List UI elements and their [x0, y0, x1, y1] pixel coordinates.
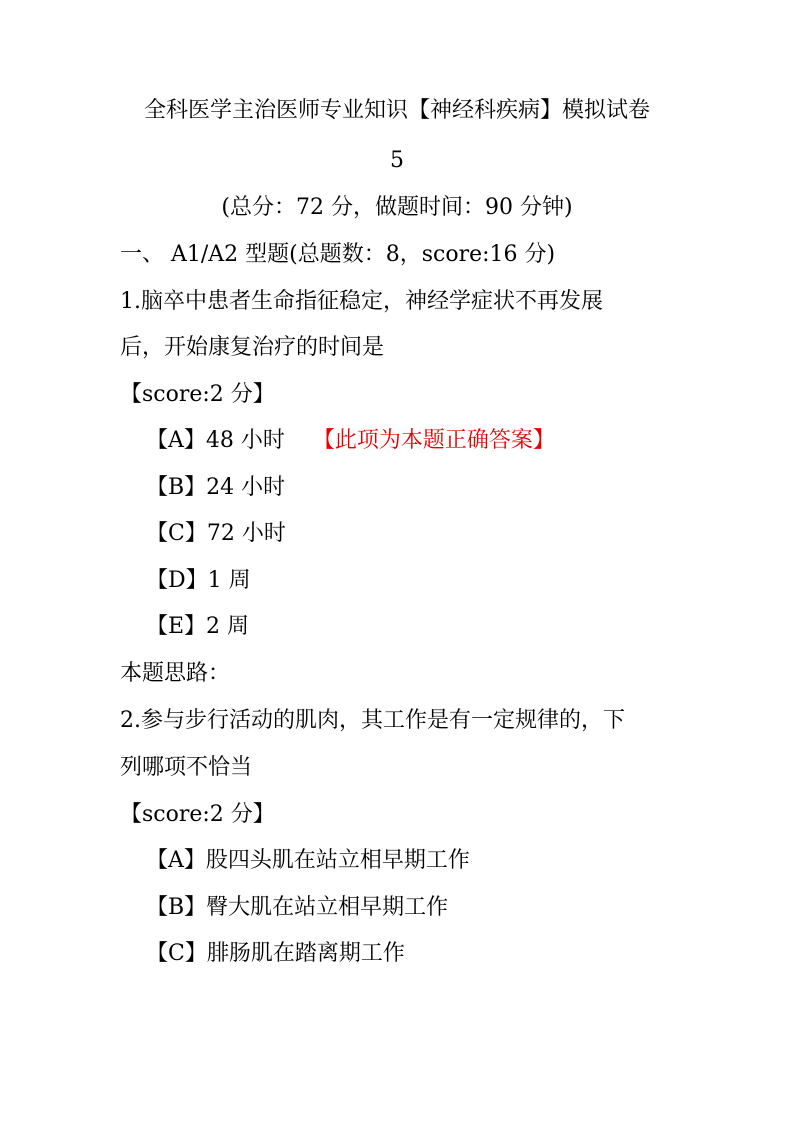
question-2-stem-line-2: 列哪项不恰当 [120, 755, 253, 780]
section-heading: 一、 A1/A2 型题(总题数：8，score:16 分) [120, 242, 556, 267]
question-1-option-b: 【B】24 小时 [146, 475, 286, 500]
question-1-option-e: 【E】2 周 [146, 614, 250, 639]
question-2-score: 【score:2 分】 [120, 802, 275, 827]
question-2-stem-line-1: 2.参与步行活动的肌肉，其工作是有一定规律的，下 [120, 708, 625, 733]
correct-answer-marker: 【此项为本题正确答案】 [312, 428, 555, 453]
document-title-line-2: 5 [390, 148, 404, 173]
question-1-option-a [146, 426, 555, 456]
document-title-line-1: 全科医学主治医师专业知识【神经科疾病】模拟试卷 [143, 98, 650, 123]
option-label: 【A】48 小时 [146, 428, 285, 453]
question-1-score: 【score:2 分】 [120, 382, 275, 407]
question-1-option-d: 【D】1 周 [146, 568, 251, 593]
question-2-option-a: 【A】股四头肌在站立相早期工作 [146, 848, 470, 873]
question-1-option-c: 【C】72 小时 [146, 521, 286, 546]
question-1-stem-line-2: 后，开始康复治疗的时间是 [120, 335, 385, 360]
question-1-stem-line-1: 1.脑卒中患者生命指征稳定，神经学症状不再发展 [120, 289, 603, 314]
question-2-option-c: 【C】腓肠肌在踏离期工作 [146, 941, 405, 966]
question-2-option-b: 【B】臀大肌在站立相早期工作 [146, 895, 449, 920]
exam-summary: (总分：72 分，做题时间：90 分钟) [221, 195, 573, 220]
question-1-explanation: 本题思路： [120, 661, 231, 686]
